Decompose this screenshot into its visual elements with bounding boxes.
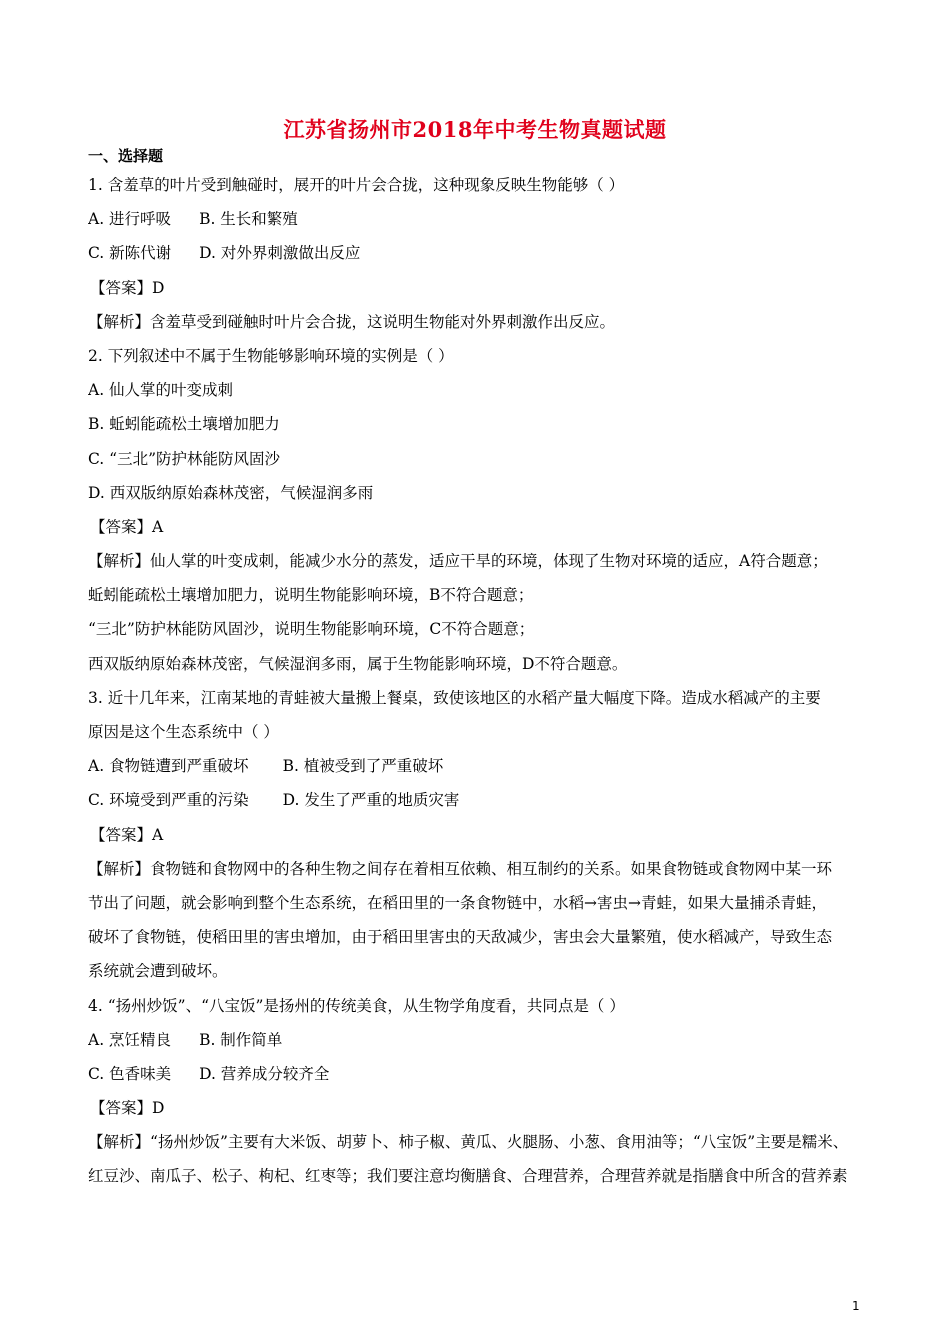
page-number: 1: [852, 1299, 860, 1313]
q3-analysis-line3: 破坏了食物链，使稻田里的害虫增加，由于稻田里害虫的天敌减少，害虫会大量繁殖，使水稻减产，导致生态: [88, 928, 833, 947]
q4-analysis-line2: 红豆沙、南瓜子、松子、枸杞、红枣等；我们要注意均衡膳食、合理营养，合理营养就是指膳食中所含的营养素: [88, 1167, 848, 1186]
section-heading: 一、选择题: [88, 147, 164, 165]
q3-options-row1: [88, 753, 868, 787]
q2-stem: 2. 下列叙述中不属于生物能够影响环境的实例是（ ）: [88, 346, 454, 365]
q4-stem: 4. “扬州炒饭”、“八宝饭”是扬州的传统美食，从生物学角度看，共同点是（ ）: [88, 996, 625, 1015]
analysis-tag: 【解析】: [88, 1133, 151, 1152]
analysis-text: 仙人掌的叶变成刺，能减少水分的蒸发，适应干旱的环境，体现了生物对环境的适应，A符合题意；: [150, 552, 828, 571]
q1-option-c: C. 新陈代谢: [88, 244, 172, 263]
q1-analysis: [88, 309, 868, 343]
q4-analysis-line1: [88, 1129, 868, 1163]
q3-options-row2: [88, 787, 868, 821]
analysis-tag: 【解析】: [88, 312, 151, 331]
answer-tag: 【答案】: [90, 825, 153, 844]
q3-stem-line1: 3. 近十几年来，江南某地的青蛙被大量搬上餐桌，致使该地区的水稻产量大幅度下降。造成水稻减产的主要: [88, 688, 821, 707]
answer-value: A: [152, 517, 164, 536]
document-body: [88, 172, 868, 1198]
analysis-tag: 【解析】: [88, 859, 151, 878]
q3-analysis-line1: [88, 856, 868, 890]
document-title: 江苏省扬州市2018年中考生物真题试题: [283, 117, 667, 142]
q2-analysis-line1: [88, 548, 868, 582]
q3-option-c: C. 环境受到严重的污染: [88, 791, 249, 810]
q3-option-b: B. 植被受到了严重破坏: [282, 757, 444, 776]
q2-option-c: C. “三北”防护林能防风固沙: [88, 449, 281, 468]
answer-value: D: [152, 1099, 165, 1118]
q3-option-d: D. 发生了严重的地质灾害: [282, 791, 460, 810]
q1-answer: [88, 275, 868, 309]
q2-answer: [88, 514, 868, 548]
q1-option-d: D. 对外界刺激做出反应: [199, 244, 361, 263]
q1-option-a: A. 进行呼吸: [88, 210, 172, 229]
answer-tag: 【答案】: [90, 278, 153, 297]
answer-tag: 【答案】: [90, 1099, 153, 1118]
q4-option-d: D. 营养成分较齐全: [199, 1064, 330, 1083]
analysis-text: 食物链和食物网中的各种生物之间存在着相互依赖、相互制约的关系。如果食物链或食物网中某一环: [150, 859, 833, 878]
analysis-text: 含羞草受到碰触时叶片会合拢，这说明生物能对外界刺激作出反应。: [150, 312, 616, 331]
analysis-tag: 【解析】: [88, 552, 151, 571]
q1-options-row2: [88, 240, 868, 274]
q1-options-row1: [88, 206, 868, 240]
q3-option-a: A. 食物链遭到严重破坏: [88, 757, 249, 776]
q4-option-c: C. 色香味美: [88, 1064, 172, 1083]
q2-analysis-line4: 西双版纳原始森林茂密，气候湿润多雨，属于生物能影响环境，D不符合题意。: [88, 654, 628, 673]
q4-options-row2: [88, 1061, 868, 1095]
q1-option-b: B. 生长和繁殖: [199, 210, 298, 229]
q2-option-d: D. 西双版纳原始森林茂密，气候湿润多雨: [88, 483, 374, 502]
q2-analysis-line3: “三北”防护林能防风固沙，说明生物能影响环境，C不符合题意；: [88, 620, 535, 639]
q2-option-a: A. 仙人掌的叶变成刺: [88, 381, 234, 400]
q3-answer: [88, 822, 868, 856]
q1-stem: 1. 含羞草的叶片受到触碰时，展开的叶片会合拢，这种现象反映生物能够（ ）: [88, 176, 625, 194]
q3-analysis-line4: 系统就会遭到破坏。: [88, 962, 228, 981]
q4-answer: [88, 1095, 868, 1129]
q2-option-b: B. 蚯蚓能疏松土壤增加肥力: [88, 415, 280, 434]
q4-option-a: A. 烹饪精良: [88, 1030, 172, 1049]
q4-options-row1: [88, 1027, 868, 1061]
answer-value: D: [152, 278, 165, 297]
answer-tag: 【答案】: [90, 517, 153, 536]
q2-analysis-line2: 蚯蚓能疏松土壤增加肥力，说明生物能影响环境，B不符合题意；: [88, 586, 534, 605]
answer-value: A: [152, 825, 164, 844]
analysis-text: “扬州炒饭”主要有大米饭、胡萝卜、柿子椒、黄瓜、火腿肠、小葱、食用油等；“八宝饭”主要是糯米、: [150, 1133, 849, 1152]
q3-analysis-line2: 节出了问题，就会影响到整个生态系统，在稻田里的一条食物链中，水稻→害虫→青蛙，如果大量捕杀青蛙，: [88, 893, 827, 912]
q4-option-b: B. 制作简单: [199, 1030, 283, 1049]
q3-stem-line2: 原因是这个生态系统中（ ）: [88, 723, 279, 741]
